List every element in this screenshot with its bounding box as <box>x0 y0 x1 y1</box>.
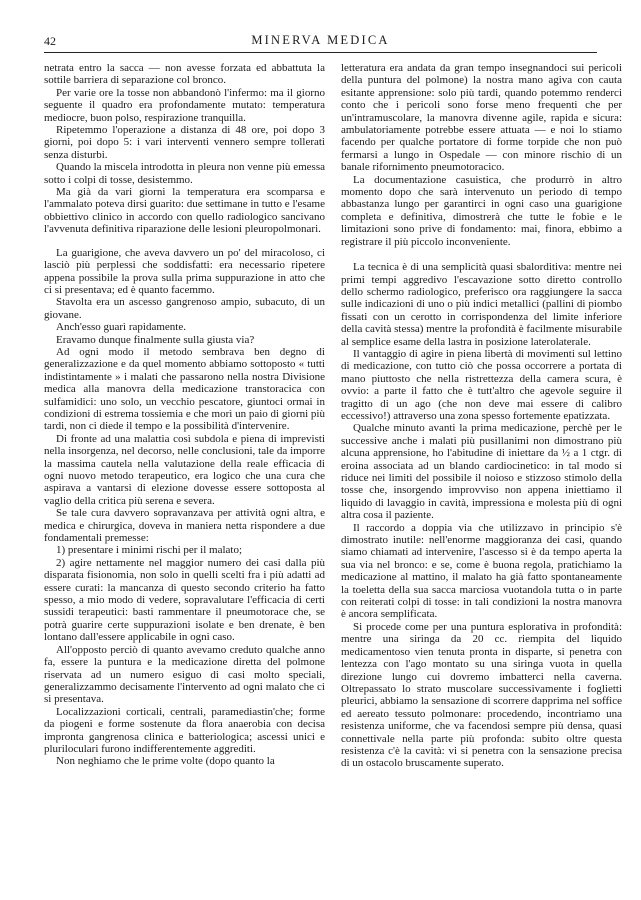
paragraph: La tecnica è di una semplicità quasi sbalorditiva: mentre nei primi tempi aggredivo l'escavazione sotto diretto controllo dello schermo radiologico, preferisco ora raggiungere la sacca sulle indicazioni di uno o più indici metallici (pallini di piombo fissati con un cerotto in corrispondenza del limite inferiore della cavità stessa) mentre la profondità è facilmente misurabile al semplice esame della lastra in posizione laterolaterale. <box>341 261 622 348</box>
header-rule <box>44 52 597 53</box>
paragraph: Quando la miscela introdotta in pleura non venne più emessa sotto i colpi di tosse, desistemmo. <box>44 161 325 186</box>
page-number: 42 <box>44 34 56 48</box>
paragraph: Eravamo dunque finalmente sulla giusta via? <box>56 333 255 346</box>
paragraph: Qualche minuto avanti la prima medicazione, perchè per le successive anche i malati più pusillanimi non dimostrano più alcuna apprensione, ho l'abitudine di iniettare da ½ a 1 ctgr. di eroina associata ad un blando cardiocinetico: in tal modo si riduce nei limiti del possibile il noioso e stizzoso stimolo della tosse che, insorgendo improvviso non appena iniettiamo il liquido di lavaggio in cavità, impressiona e molesta più di ogni altra cosa il paziente. <box>341 422 622 522</box>
paragraph: Se tale cura davvero sopravanzava per attività ogni altra, e medica e chirurgica, doveva in maniera netta rispondere a due fondamentali premesse: <box>44 507 325 545</box>
list-item: 2) agire nettamente nel maggior numero dei casi dalla più disparata fisionomia, non solo in quelli scelti fra i più adatti ad essere curati: la mancanza di questo secondo criterio ha fatto spesso, a mio modo di vedere, sopravalutare l'efficacia di certi sussidi terapeutici: basti rammentare il pneumotorace che, se potrà guarire certe suppurazioni isolate e ben drenate, è ben lontano dall'essere applicabile in ogni caso. <box>44 556 325 644</box>
journal-title: MINERVA MEDICA <box>251 33 390 47</box>
paragraph: Stavolta era un ascesso gangrenoso ampio, subacuto, di un giovane. <box>44 296 325 321</box>
paragraph: Ripetemmo l'operazione a distanza di 48 ore, poi dopo 3 giorni, poi dopo 5: i vari interventi vennero sempre tollerati senza disturbi. <box>44 124 325 161</box>
paragraph: Di fronte ad una malattia così subdola e piena di imprevisti nella insorgenza, nel decorso, nelle conclusioni, tale da imporre la massima cautela nella valutazione della reale efficacia di ogni nuovo metodo terapeutico, era logico che una cura che aspirava a vantarsi di elezione dovesse essere sottoposta al vaglio della critica più serena e severa. <box>44 432 325 507</box>
list-item: 1) presentare i minimi rischi per il malato; <box>56 544 243 557</box>
right-column <box>341 62 622 770</box>
left-column <box>44 62 325 768</box>
paragraph: All'opposto perciò di quanto avevamo creduto qualche anno fa, essere la puntura e la medicazione diretta del polmone riservata ad un numero esiguo di casi molto speciali, generalizzammo decisamente l'intervento ad ogni malato che ci si presentava. <box>44 643 325 706</box>
paragraph: Si procede come per una puntura esplorativa in profondità: mentre una siringa da 20 cc. riempita del liquido medicamentoso vien tenuta pronta in disparte, si penetra con lentezza con l'ago montato su una siringa vuota in quella direzione lungo cui dovremo imbatterci nella caverna. Oltrepassato lo strato muscolare successivamente i foglietti pleurici, abbiamo la sensazione di scorrere dapprima nel soffice ed aereato tessuto polmonare: procedendo, incontriamo una resistenza uniforme, che va facendosi sempre più densa, quasi connettivale nella parte più profonda: subito oltre questa resistenza c'è la cavità: vi si penetra con la sensazione precisa di un ostacolo bruscamente superato. <box>341 620 622 770</box>
paragraph: La documentazione casuistica, che produrrò in altro momento dopo che sarà intervenuto un periodo di tempo abbastanza lungo per garantirci in ogni caso una guarigione completa e definitiva, dimostrerà che tutte le fobie e le limitazioni sono prive di fondamento: mai, finora, ebbimo a registrare il più piccolo inconveniente. <box>341 173 622 248</box>
paragraph: Per varie ore la tosse non abbandonò l'infermo: ma il giorno seguente il quadro era profondamente mutato: temperatura mediocre, buon polso, respirazione tranquilla. <box>44 86 325 124</box>
page-header <box>44 30 597 50</box>
paragraph: Anch'esso guarì rapidamente. <box>56 321 186 334</box>
paragraph: netrata entro la sacca — non avesse forzata ed abbattuta la sottile barriera di separazione col bronco. <box>44 62 325 87</box>
paragraph: letteratura era andata da gran tempo insegnandoci sui pericoli della puntura del polmone) la nostra mano agiva con cauta esitante apprensione: solo più tardi, quando potemmo renderci conto che i pericoli sono forse meno frequenti che per un'intramuscolare, la manovra divenne agile, rapida e sicura: ambulatoriamente potrebbe essere attuata — e noi lo stiamo facendo per qualche portatore di forme torpide che non può fermarsi a lungo in Ospedale — con minore rischio di un banale rifornimento pneumotoracico. <box>341 62 622 174</box>
paragraph: Ma già da vari giorni la temperatura era scomparsa e l'ammalato poteva dirsi guarito: due settimane in tutto e l'esame obbiettivo clinico in accordo con quello radiologico sancivano l'avvenuta definitiva riparazione delle lesioni pleuropolmonari. <box>44 186 325 236</box>
paragraph: Il raccordo a doppia via che utilizzavo in principio s'è dimostrato inutile: nell'enorme maggioranza dei casi, quando siamo chiamati ad intervenire, l'ascesso si è da tempo aperta la sua via nel bronco: e se, come è buona regola, pratichiamo la medicazione al mattino, il malato ha già fatto spontaneamente la toeletta della sua sacca marciosa vuotandola tutta o in parte con reiterati colpi di tosse: in tali condizioni la nostra manovra è ancora semplificata. <box>341 521 622 621</box>
paragraph: La guarigione, che aveva davvero un po' del miracoloso, ci lasciò più perplessi che soddisfatti: era necessario ripetere appena possibile la prova sulla prima suppurazione in atto che ci si presentava; ed è quanto facemmo. <box>44 246 325 296</box>
paragraph: Il vantaggio di agire in piena libertà di movimenti sul lettino di medicazione, con tutto ciò che possa occorrere a portata di mano piuttosto che nella ristrettezza della camera scura, è ovvio: a parte il fatto che è tutt'altro che agevole seguire il tragitto di un ago (che non deve mai essere di calibro eccessivo!) attraverso una zona spesso fortemente epatizzata. <box>341 347 622 422</box>
paragraph: Non neghiamo che le prime volte (dopo quanto la <box>56 755 275 768</box>
paragraph: Localizzazioni corticali, centrali, paramediastin'che; forme da piogeni e forme sostenute da flora anaerobia con decisa impronta gangrenosa clinica e batteriologica; ascessi unici e pluriloculari furono indifferentemente aggrediti. <box>44 705 325 755</box>
paragraph: Ad ogni modo il metodo sembrava ben degno di generalizzazione e da quel momento abbiamo sottoposto « tutti indistintamente » i malati che passarono nella nostra Divisione medica alla manovra della medicazione transtoracica con sulfamidici: uno solo, un vecchio pescatore, giuntoci ormai in condizioni di estrema tossiemia e che morì un paio di giorni più tardi, non ci diede il tempo e la possibilità d'intervenire. <box>44 345 325 433</box>
